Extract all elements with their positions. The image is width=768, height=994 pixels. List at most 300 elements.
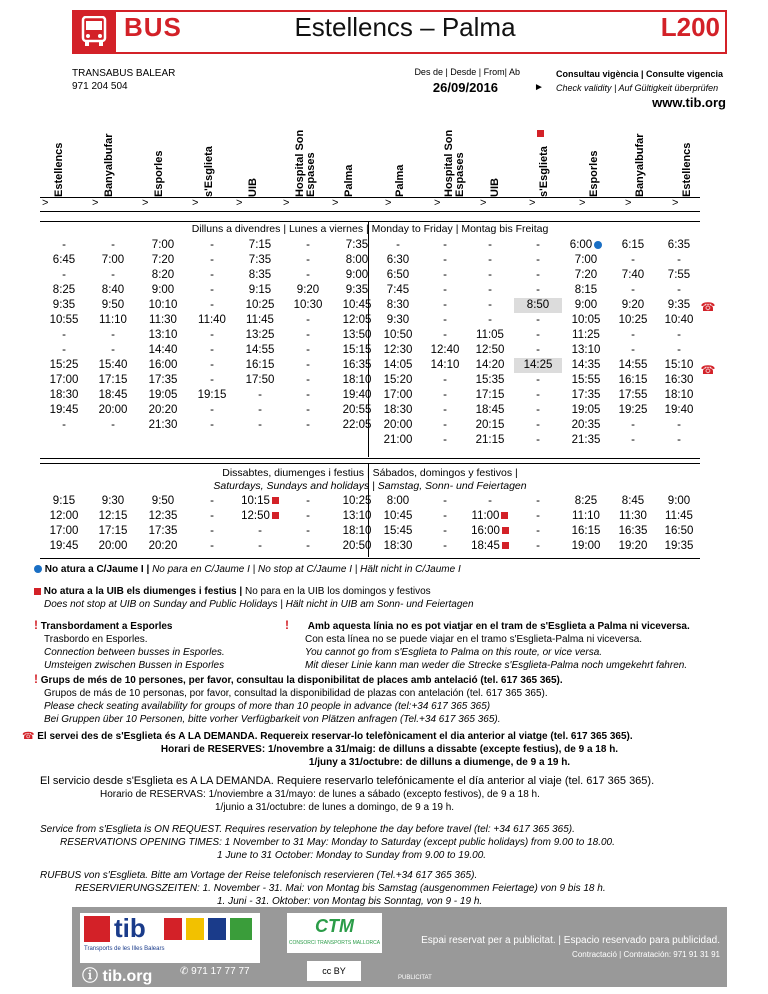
departure-time [284,268,332,283]
timetable-row [40,328,382,343]
direction-arrow: > [579,197,586,209]
timetable-row [372,313,702,328]
time-text: - [536,525,540,537]
weekday-outbound-table [40,238,382,433]
stop-name: Estellencs [53,142,65,197]
departure-time [562,328,610,343]
time-text: 17:35 [148,374,178,386]
departure-time [40,283,88,298]
timetable-row [372,418,702,433]
departure-time [372,494,424,509]
time-text: 7:20 [151,254,175,266]
departure-time [88,268,138,283]
demand-es-1: El servicio desde s'Esglieta es A LA DEMANDA. Requiere reservarlo telefónicamente el día anterior al viaje (tel. 617 365 365). [40,775,655,787]
departure-time [656,343,702,358]
departure-time [138,358,188,373]
valid-from-label: Des de | Desde | From| Ab [414,67,520,77]
time-text: 11:00 [471,510,500,522]
time-text: - [306,389,310,401]
time-text: - [443,389,447,401]
time-text: - [111,344,115,356]
departure-time [610,283,656,298]
direction-arrow: > [529,197,536,209]
time-text: 21:00 [383,434,413,446]
time-text: 10:05 [571,314,601,326]
time-text: - [536,254,540,266]
time-text: 20:55 [342,404,372,416]
departure-time [656,253,702,268]
departure-time [514,343,562,358]
departure-time [88,403,138,418]
departure-time [372,358,424,373]
publicity-label: PUBLICITAT [398,975,432,981]
departure-time [466,524,514,539]
time-text: 19:15 [197,389,227,401]
time-text: - [631,329,635,341]
direction-arrow: > [283,197,290,209]
departure-time [188,253,236,268]
time-text: 10:45 [342,299,372,311]
time-text: 14:25 [523,359,553,371]
departure-time [514,524,562,539]
tib-mark-icon [84,916,110,942]
time-text: - [210,540,214,552]
departure-time [656,313,702,328]
weekend-title-2: Saturdays, Sundays and holidays | Samstag, Sonn- und Feiertagen [213,480,527,492]
departure-time [562,253,610,268]
time-text: - [111,419,115,431]
time-text: - [536,389,540,401]
departure-time [656,524,702,539]
time-text: 9:15 [52,495,76,507]
time-text: - [536,314,540,326]
time-text: - [536,495,540,507]
time-text: 17:00 [49,525,79,537]
time-text: 10:15 [241,495,270,507]
timetable-row [372,343,702,358]
direction-arrow: > [385,197,392,209]
departure-time [514,509,562,524]
departure-time [138,268,188,283]
departure-time [284,238,332,253]
departure-time [284,494,332,509]
note-groups [34,673,754,726]
time-text: - [306,495,310,507]
timetable-row [40,283,382,298]
time-text: 13:10 [148,329,178,341]
time-text: - [210,284,214,296]
timetable-row [40,238,382,253]
departure-time [88,494,138,509]
time-text: 13:10 [342,510,372,522]
departure-time [424,343,466,358]
time-text: 11:10 [572,510,600,522]
time-text: - [536,284,540,296]
stop-name: s'Esglieta [538,146,550,197]
timetable-row [372,373,702,388]
departure-time [424,418,466,433]
phone-icon: ☎ [22,731,35,742]
time-text: 17:35 [571,389,601,401]
red-square-icon [537,130,544,137]
time-text: 10:25 [618,314,648,326]
note-uib-title: No atura a la UIB els diumenges i festius | [43,586,243,597]
departure-time [138,328,188,343]
departure-time [236,328,284,343]
time-text: - [306,419,310,431]
departure-time [236,313,284,328]
exclamation-icon: ! [285,618,289,632]
time-text: - [210,359,214,371]
time-text: - [306,269,310,281]
departure-time [40,418,88,433]
departure-time [610,524,656,539]
time-text: 20:00 [98,540,128,552]
departure-time [466,268,514,283]
time-text: 19:05 [148,389,178,401]
timetable-row [40,403,382,418]
departure-time [372,524,424,539]
departure-time [656,509,702,524]
demand-de-2: RESERVIERUNGSZEITEN: 1. November - 31. Mai: von Montag bis Samstag (ausgenommen Feiertage) von 9 bis 18 h. [75,883,606,894]
phone-icon: ☎ [700,363,716,377]
time-text: - [210,299,214,311]
time-text: - [258,419,262,431]
departure-time [610,403,656,418]
departure-time [610,494,656,509]
time-text: 12:15 [98,510,128,522]
time-text: - [210,239,214,251]
departure-time [236,253,284,268]
timetable-row [40,373,382,388]
ctm-logo [287,913,382,953]
time-text: - [443,374,447,386]
timetable-row [372,403,702,418]
time-text: 20:15 [475,419,505,431]
departure-time [656,433,702,448]
departure-time [188,373,236,388]
departure-time [40,373,88,388]
time-text: 17:15 [98,525,128,537]
note-jaume-title: No atura a C/Jaume I | [44,564,150,575]
departure-time [656,539,702,554]
departure-time [40,539,88,554]
time-text: - [443,299,447,311]
departure-time [656,418,702,433]
departure-time [40,298,88,313]
time-text: - [306,525,310,537]
time-text: 9:00 [345,269,369,281]
time-text: - [677,284,681,296]
timetable-row [40,343,382,358]
departure-time [466,283,514,298]
departure-time [514,298,562,313]
departure-time [284,358,332,373]
departure-time [466,539,514,554]
departure-time [514,268,562,283]
timetable-row [372,388,702,403]
time-text: 17:35 [148,525,178,537]
departure-time [656,494,702,509]
cc-license-icon: cc BY [307,961,361,981]
time-text: - [443,239,447,251]
time-text: 16:35 [342,359,372,371]
time-text: - [258,389,262,401]
time-text: 7:00 [574,254,598,266]
timetable-row [40,313,382,328]
time-text: - [210,344,214,356]
time-text: - [443,269,447,281]
note-demand-en [40,823,765,862]
red-square-icon [502,542,509,549]
departure-time [284,313,332,328]
departure-time [188,283,236,298]
time-text: 10:40 [664,314,694,326]
time-text: 8:20 [151,269,175,281]
departure-time [656,403,702,418]
time-text: - [443,525,447,537]
direction-arrow: > [192,197,199,209]
time-text: 8:35 [248,269,272,281]
time-text: 9:35 [667,299,691,311]
departure-time [562,268,610,283]
time-text: 11:40 [198,314,226,326]
weekend-title [40,467,700,493]
time-text: - [677,419,681,431]
time-text: 8:45 [621,495,645,507]
time-text: 14:35 [571,359,601,371]
weekend-title-1: Dissabtes, diumenges i festius | Sábados, domingos y festivos | [222,467,518,479]
time-text: - [631,254,635,266]
time-text: 16:15 [571,525,601,537]
time-text: - [443,434,447,446]
note-groups-es: Grupos de más de 10 personas, por favor, consultad la disponibilidad de plazas con antelación (tel. 617 365 365). [44,688,548,699]
departure-time [562,343,610,358]
demand-de-1: RUFBUS von s'Esglieta. Bitte am Vortage der Reise telefonisch reservieren (Tel.+34 617 365 365). [40,870,478,881]
time-text: 20:00 [383,419,413,431]
time-text: 9:00 [667,495,691,507]
time-text: 9:30 [101,495,125,507]
time-text: 18:10 [342,374,372,386]
time-text: - [306,540,310,552]
time-text: 12:40 [430,344,460,356]
demand-en-3: 1 June to 31 October: Monday to Sunday from 9.00 to 19.00. [217,850,487,861]
time-text: 10:25 [342,495,372,507]
departure-time [610,373,656,388]
departure-time [138,388,188,403]
departure-time [424,539,466,554]
red-square-icon [34,588,41,595]
time-text: - [443,404,447,416]
timetable-row [40,509,382,524]
departure-time [562,283,610,298]
departure-time [138,418,188,433]
time-text: 9:50 [101,299,125,311]
time-text: 17:00 [49,374,79,386]
departure-time [466,433,514,448]
weekend-inbound-table [372,494,702,554]
bus-icon [72,10,116,54]
time-text: 7:00 [151,239,175,251]
time-text: 10:30 [293,299,323,311]
departure-time [188,524,236,539]
time-text: 8:25 [52,284,76,296]
website-link[interactable]: www.tib.org [652,95,726,110]
ctm-word: CTM [315,916,354,936]
ad-space-text: Espai reservat per a publicitat. | Espacio reservado para publicidad. [421,935,720,946]
time-text: - [306,510,310,522]
time-text: 18:45 [475,404,505,416]
departure-time [424,268,466,283]
timetable-row [372,328,702,343]
stop-name: s'Esglieta [203,146,215,197]
timetable-row [372,358,702,373]
departure-time [88,343,138,358]
departure-time [562,539,610,554]
timetable-row [40,358,382,373]
departure-time [466,418,514,433]
time-text: - [306,359,310,371]
note-segment [285,619,755,672]
departure-time [514,494,562,509]
departure-time [656,358,702,373]
time-text: 11:30 [149,314,177,326]
note-transfer-title: Transbordament a Esporles [40,621,173,632]
demand-en-2: RESERVATIONS OPENING TIMES: 1 November to 31 May: Monday to Saturday (except public holidays) from 9.00 to 18.00. [60,837,615,848]
demand-de-3: 1. Juni - 31. Oktober: von Montag bis Sonntag, von 9 - 19 h. [217,896,483,907]
departure-time [610,298,656,313]
departure-time [236,509,284,524]
departure-time [562,313,610,328]
timetable-row [372,253,702,268]
footer-phone: ✆ 971 17 77 77 [180,966,250,977]
time-text: - [210,419,214,431]
red-square-icon [272,497,279,504]
time-text: - [306,344,310,356]
timetable-row [372,238,702,253]
departure-time [372,373,424,388]
departure-time [372,343,424,358]
time-text: 6:50 [386,269,410,281]
time-text: 11:45 [665,510,693,522]
note-jaume [34,563,461,576]
time-text: 13:25 [245,329,275,341]
departure-time [188,403,236,418]
weekday-inbound-table [372,238,702,448]
timetable-row [40,539,382,554]
departure-time [514,358,562,373]
departure-time [514,373,562,388]
red-square-icon [501,512,508,519]
time-text: - [210,374,214,386]
time-text: 19:35 [664,540,694,552]
departure-time [466,358,514,373]
departure-time [424,328,466,343]
time-text: 11:10 [99,314,127,326]
note-transfer-en: Connection between busses in Esporles. [44,647,225,658]
time-text: - [258,525,262,537]
departure-time [40,343,88,358]
timetable-row [372,433,702,448]
note-jaume-text: No para en C/Jaume I | No stop at C/Jaume I | Hält nicht in C/Jaume I [152,564,461,575]
bus-label: BUS [124,12,182,42]
departure-time [514,418,562,433]
company-phone: 971 204 504 [72,81,128,92]
weekend-outbound-table [40,494,382,554]
timetable-row [372,509,702,524]
time-text: - [258,540,262,552]
time-text: - [631,434,635,446]
departure-time [466,253,514,268]
time-text: - [443,314,447,326]
time-text: 22:05 [342,419,372,431]
departure-time [284,373,332,388]
departure-time [284,298,332,313]
company-info [72,67,175,93]
time-text: 14:05 [383,359,413,371]
departure-time [424,238,466,253]
departure-time [138,524,188,539]
time-text: 20:50 [342,540,372,552]
metro-mode-icon [208,918,226,940]
time-text: 20:35 [571,419,601,431]
departure-time [466,313,514,328]
time-text: 17:15 [98,374,128,386]
time-text: - [443,254,447,266]
time-text: 15:10 [664,359,694,371]
time-text: 15:20 [383,374,413,386]
time-text: - [536,510,540,522]
tib-subtitle: Transports de les Illes Balears [84,946,165,952]
departure-time [188,298,236,313]
bus-mode-icon [164,918,182,940]
blue-dot-icon [594,241,602,249]
demand-es-3: 1/junio a 31/octubre: de lunes a domingo, de 9 a 19 h. [215,802,455,813]
time-text: - [210,525,214,537]
departure-time [562,403,610,418]
departure-time [656,298,702,313]
line-code: L200 [660,12,720,42]
time-text: 9:20 [621,299,645,311]
departure-time [466,494,514,509]
footer-phone-text: 971 17 77 77 [191,966,250,977]
timetable-row [372,494,702,509]
departure-time [424,313,466,328]
time-text: 6:45 [52,254,76,266]
stop-name: Esporles [588,150,600,197]
departure-time [236,373,284,388]
time-text: - [62,344,66,356]
timetable-row [40,253,382,268]
note-segment-title: Amb aquesta línia no es pot viatjar en el tram de s'Esglieta a Palma ni viceversa. [307,621,690,632]
time-text: 21:35 [571,434,601,446]
time-text: 14:10 [430,359,460,371]
time-text: - [631,284,635,296]
note-uib-text-2: Does not stop at UIB on Sunday and Public Holidays | Hält nicht in UIB am Sonn- und Feiertagen [44,599,474,610]
time-text: 12:05 [342,314,372,326]
time-text: 8:30 [386,299,410,311]
departure-time [188,358,236,373]
departure-time [466,388,514,403]
departure-time [40,403,88,418]
time-text: 12:50 [475,344,505,356]
departure-time [610,388,656,403]
departure-time [466,328,514,343]
departure-time [40,524,88,539]
stop-name: Estellencs [681,142,693,197]
departure-time [610,328,656,343]
direction-arrow: > [672,197,679,209]
